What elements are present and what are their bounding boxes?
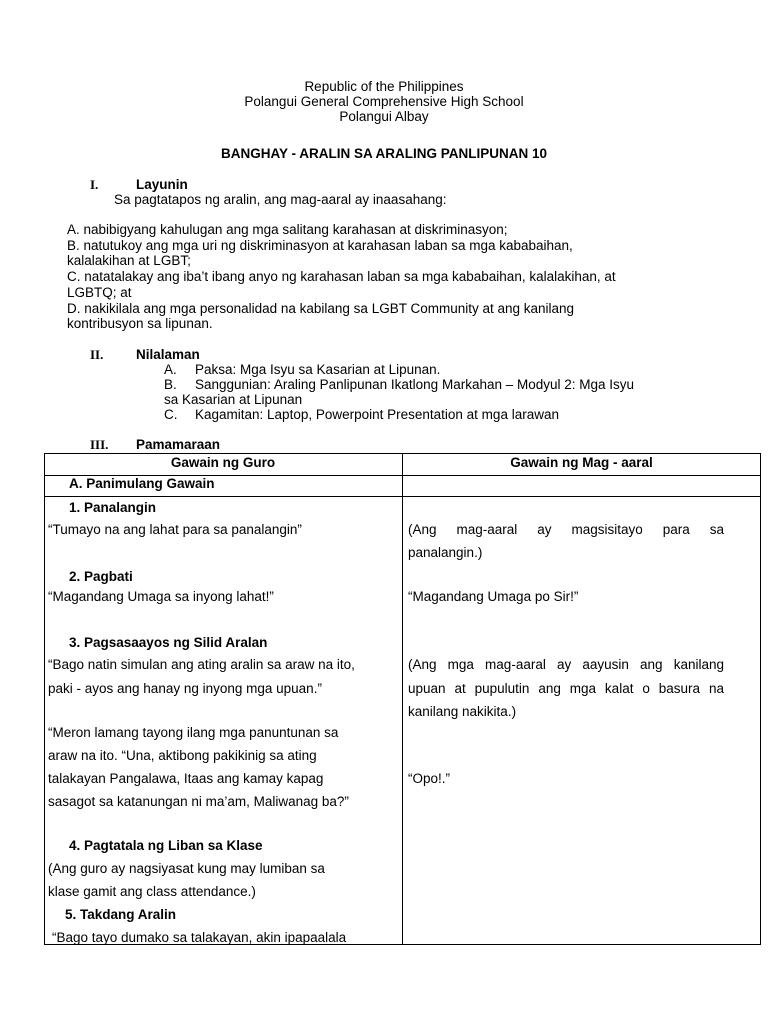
document-title: BANGHAY - ARALIN SA ARALING PANLIPUNAN 10 <box>220 146 548 161</box>
table-subhead: A. Panimulang Gawain <box>69 476 215 491</box>
step-heading: 2. Pagbati <box>69 569 133 584</box>
teacher-line: “Bago natin simulan ang ating aralin sa araw na ito, <box>48 657 355 672</box>
section1-heading: Layunin <box>136 177 188 192</box>
teacher-line: (Ang guro ay nagsiyasat kung may lumiban sa <box>48 861 325 876</box>
student-line: kanilang nakikita.) <box>408 704 517 719</box>
student-line: panalangin.) <box>408 545 483 560</box>
student-line: (Ang mag-aaral ay magsisitayo para sa <box>408 522 724 537</box>
section3-numeral: III. <box>90 437 109 452</box>
section2-numeral: II. <box>90 347 104 362</box>
section3-heading: Pamamaraan <box>136 437 221 452</box>
teacher-line: “Magandang Umaga sa inyong lahat!” <box>48 589 274 604</box>
content-item-letter: C. <box>164 407 178 422</box>
teacher-line: “Meron lamang tayong ilang mga panuntunan sa <box>48 725 339 740</box>
objective-line: B. natutukoy ang mga uri ng diskriminasyon at karahasan laban sa mga kababaihan, <box>67 238 573 253</box>
student-line: “Opo!.” <box>408 771 451 786</box>
objective-line: LGBTQ; at <box>67 285 132 300</box>
objective-line: C. natatalakay ang iba’t ibang anyo ng karahasan laban sa mga kababaihan, kalalakihan, at <box>67 269 616 284</box>
objective-line: A. nabibigyang kahulugan ang mga salitang karahasan at diskriminasyon; <box>67 222 508 237</box>
student-line: upuan at pupulutin ang mga kalat o basura na <box>408 681 724 696</box>
teacher-line: talakayan Pangalawa, Itaas ang kamay kapag <box>48 771 324 786</box>
step-heading: 1. Panalangin <box>69 500 157 515</box>
section1-intro: Sa pagtatapos ng aralin, ang mag-aaral ay inaasahang: <box>114 192 447 207</box>
objective-line: D. nakikilala ang mga personalidad na kabilang sa LGBT Community at ang kanilang <box>67 301 575 316</box>
step-heading: 4. Pagtatala ng Liban sa Klase <box>69 838 263 853</box>
header-republic: Republic of the Philippines <box>304 79 464 94</box>
content-item-text: Paksa: Mga Isyu sa Kasarian at Lipunan. <box>195 362 441 377</box>
content-item-letter: B. <box>164 377 177 392</box>
teacher-line: sasagot sa katanungan ni ma’am, Maliwanag ba?” <box>48 794 349 809</box>
step-heading: 5. Takdang Aralin <box>65 907 177 922</box>
teacher-line: “Bago tayo dumako sa talakayan, akin ipapaalala <box>52 930 347 945</box>
teacher-line: paki - ayos ang hanay ng inyong mga upuan.” <box>48 681 322 696</box>
header-location: Polangui Albay <box>339 109 429 124</box>
student-line: (Ang mga mag-aaral ay aayusin ang kanilang <box>408 657 724 672</box>
teacher-line: araw na ito. “Una, aktibong pakikinig sa ating <box>48 748 317 763</box>
content-item-text: Sanggunian: Araling Panlipunan Ikatlong Markahan – Modyul 2: Mga Isyu <box>195 377 635 392</box>
col-header-teacher: Gawain ng Guro <box>170 455 276 470</box>
header-school: Polangui General Comprehensive High School <box>244 94 524 109</box>
content-item-text: Kagamitan: Laptop, Powerpoint Presentation at mga larawan <box>195 407 559 422</box>
content-item-letter: A. <box>164 362 177 377</box>
objective-line: kontribusyon sa lipunan. <box>67 316 213 331</box>
teacher-line: “Tumayo na ang lahat para sa panalangin” <box>48 522 302 537</box>
student-line: “Magandang Umaga po Sir!” <box>408 589 579 604</box>
step-heading: 3. Pagsasaayos ng Silid Aralan <box>69 635 268 650</box>
objective-line: kalalakihan at LGBT; <box>67 253 191 268</box>
content-item-text: sa Kasarian at Lipunan <box>164 392 303 407</box>
section2-heading: Nilalaman <box>136 347 200 362</box>
teacher-line: klase gamit ang class attendance.) <box>48 884 256 899</box>
col-header-student: Gawain ng Mag - aaral <box>510 455 653 470</box>
section1-numeral: I. <box>90 177 99 192</box>
